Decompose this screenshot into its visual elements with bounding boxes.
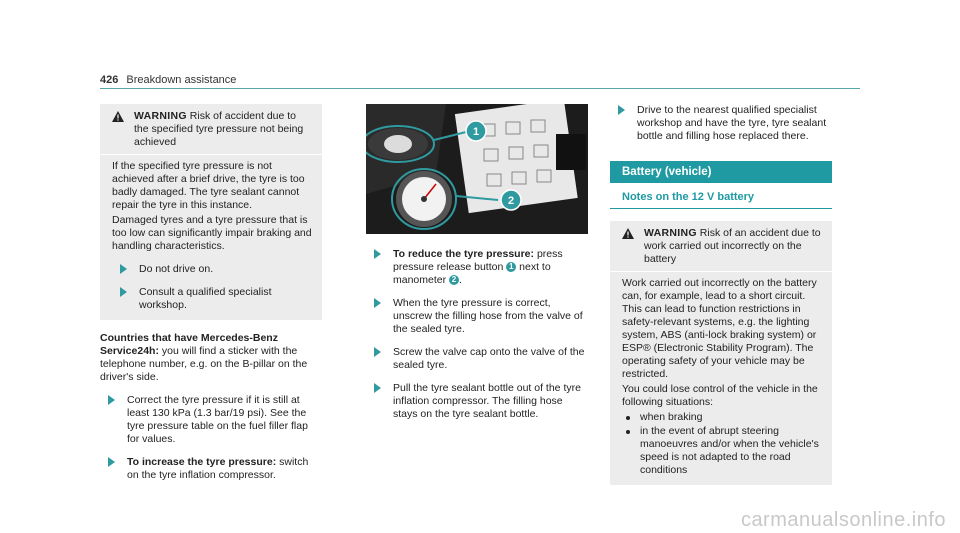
warning-bullet-list	[622, 411, 822, 477]
step-text: Drive to the nearest qualified specialist workshop and have the tyre, tyre sealant bottle and filling hose replaced there.	[637, 104, 827, 142]
page-number: 426	[100, 74, 119, 86]
step-correct-pressure	[100, 394, 322, 446]
warning-heading	[622, 227, 822, 266]
warning-box-battery	[610, 221, 832, 485]
step-text: When the tyre pressure is correct, unscrew the filling hose from the valve of the sealed tyre.	[393, 297, 583, 335]
warning-label: WARNING	[644, 227, 697, 239]
step-text: Pull the tyre sealant bottle out of the tyre inflation compressor. The filling hose stays on the tyre sealant bottle.	[393, 382, 581, 420]
header-divider	[100, 88, 860, 89]
step-bold: To increase the tyre pressure:	[127, 456, 277, 468]
step-arrow-icon	[120, 287, 127, 297]
step-text: Consult a qualified specialist workshop.	[139, 286, 272, 311]
step-text: Do not drive on.	[139, 263, 214, 275]
section-subtitle-battery-notes: Notes on the 12 V battery	[610, 191, 832, 209]
warning-triangle-icon	[622, 228, 634, 239]
step-arrow-icon	[374, 298, 381, 308]
warning-step	[112, 286, 312, 312]
step-arrow-icon	[120, 264, 127, 274]
step-text: next to manometer	[393, 261, 551, 286]
warning-paragraph: Damaged tyres and a tyre pressure that is too low can significantly impair braking and handling characteristics.	[112, 214, 312, 252]
step-text: Correct the tyre pressure if it is still at least 130 kPa (1.3 bar/19 psi). See the tyre pressure table on the fuel filler flap for values.	[127, 394, 308, 445]
page-header	[100, 74, 236, 87]
compressor-photo	[366, 104, 588, 234]
bullet-icon	[626, 416, 630, 420]
list-item	[622, 425, 822, 477]
warning-step	[112, 263, 312, 276]
bullet-text: in the event of abrupt steering manoeuvres and/or when the vehicle's speed is not adapted to the road conditions	[640, 425, 819, 476]
compressor-illustration	[366, 104, 588, 234]
warning-label: WARNING	[134, 110, 187, 122]
bullet-icon	[626, 430, 630, 434]
warning-separator	[610, 271, 832, 272]
step-arrow-icon	[618, 105, 625, 115]
callout-2: 2	[507, 195, 515, 207]
step-unscrew-hose	[366, 297, 588, 336]
step-text: press pressure release button	[393, 248, 563, 273]
step-pull-bottle	[366, 382, 588, 421]
countries-note	[100, 332, 322, 384]
step-arrow-icon	[374, 347, 381, 357]
warning-paragraph: If the specified tyre pressure is not achieved after a brief drive, the tyre is too badly damaged. The tyre sealant cannot repair the tyre in this instance.	[112, 160, 305, 211]
callout-number-2: 2	[449, 275, 459, 285]
step-text: switch on the tyre inflation compressor.	[127, 456, 309, 481]
column-3	[610, 104, 832, 485]
warning-headline: Risk of accident due to the specified tyre pressure not being achieved	[134, 110, 304, 148]
warning-separator	[100, 154, 322, 155]
warning-headline: Risk of an accident due to work carried out incorrectly on the battery	[644, 227, 821, 265]
step-arrow-icon	[374, 383, 381, 393]
step-arrow-icon	[108, 395, 115, 405]
warning-paragraph: You could lose control of the vehicle in the following situations:	[622, 383, 818, 408]
callout-1: 1	[472, 126, 480, 138]
step-valve-cap	[366, 346, 588, 372]
step-text: .	[459, 274, 462, 286]
column-2	[366, 104, 588, 421]
warning-paragraph: Work carried out incorrectly on the battery can, for example, lead to a short circuit. This can lead to function restrictions in safety-relevant systems, e.g. the lighting system, ABS (anti-lock braking system) or ESP® (Electronic Stability Program). The operating safety of your vehicle may be restricted.	[622, 277, 817, 380]
page-header-title: Breakdown assistance	[126, 74, 237, 86]
step-increase-pressure	[100, 456, 322, 482]
section-title-battery: Battery (vehicle)	[610, 161, 832, 183]
step-text: Screw the valve cap onto the valve of the sealed tyre.	[393, 346, 585, 371]
countries-bold: Countries that have Mercedes-Benz Service24h:	[100, 332, 278, 357]
step-bold: To reduce the tyre pressure:	[393, 248, 535, 260]
countries-text: you will find a sticker with the telephone number, e.g. on the B-pillar on the driver's side.	[100, 345, 308, 383]
warning-box-tyre-pressure	[100, 104, 322, 320]
step-drive-workshop	[610, 104, 832, 143]
warning-triangle-icon	[112, 111, 124, 122]
step-arrow-icon	[374, 249, 381, 259]
callout-number-1: 1	[506, 262, 516, 272]
watermark: carmanualsonline.info	[740, 509, 946, 531]
list-item	[622, 411, 822, 424]
step-arrow-icon	[108, 457, 115, 467]
bullet-text: when braking	[640, 411, 703, 423]
column-1	[100, 104, 322, 482]
step-reduce-pressure	[366, 248, 588, 287]
warning-heading	[112, 110, 312, 149]
